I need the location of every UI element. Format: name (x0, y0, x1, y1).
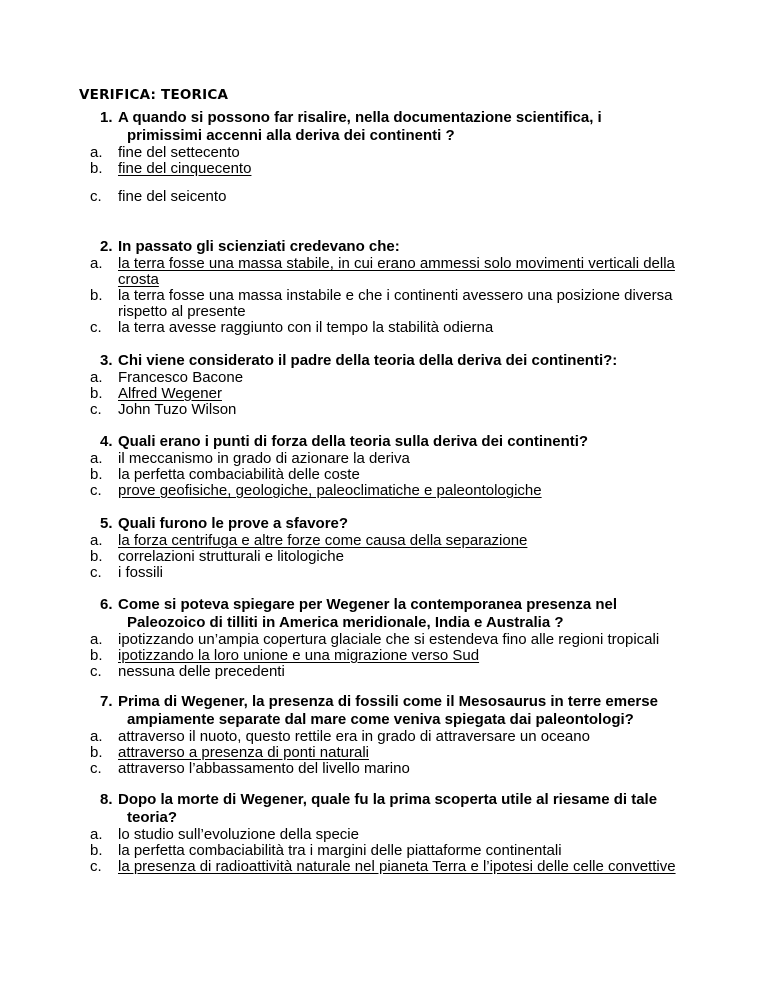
option-c (0, 483, 708, 499)
question-text-line: In passato gli scienziati credevano che: (118, 238, 400, 255)
option-letter: a. (90, 728, 103, 745)
question-text-line: Prima di Wegener, la presenza di fossili come il Mesosaurus in terre emerse (118, 693, 658, 710)
question-text-line: ampiamente separate dal mare come veniva spiegata dai paleontologi? (127, 711, 634, 728)
option-text: Francesco Bacone (118, 369, 244, 386)
option-b (0, 549, 708, 565)
option-text: la forza centrifuga e altre forze come causa della separazione (118, 532, 528, 549)
option-letter: c. (90, 760, 102, 777)
option-letter: c. (90, 858, 102, 875)
option-letter: c. (90, 564, 102, 581)
option-text: ipotizzando la loro unione e una migrazione verso Sud (118, 647, 480, 664)
option-text: correlazioni strutturali e litologiche (118, 548, 344, 565)
option-text: la perfetta combaciabilità delle coste (118, 466, 360, 483)
option-c (0, 664, 708, 680)
question-6 (0, 596, 768, 680)
question-number: 3. (100, 352, 113, 369)
question-number: 2. (100, 238, 113, 255)
option-a (0, 256, 708, 288)
option-letter: a. (90, 631, 103, 648)
question-text-line: Dopo la morte di Wegener, quale fu la prima scoperta utile al riesame di tale (118, 791, 658, 808)
document-heading: VERIFICA: TEORICA (79, 87, 229, 103)
option-text: la terra avesse raggiunto con il tempo la stabilità odierna (118, 319, 494, 336)
question-text-line: Quali furono le prove a sfavore? (118, 515, 349, 532)
option-text: la presenza di radioattività naturale nel pianeta Terra e l’ipotesi delle celle convettive (118, 858, 676, 875)
question-text-line: Quali erano i punti di forza della teoria sulla deriva dei continenti? (118, 433, 589, 450)
option-b (0, 161, 708, 177)
option-text-continued: crosta (118, 271, 159, 288)
question-text (0, 515, 678, 533)
question-number: 8. (100, 791, 113, 808)
question-text (0, 109, 678, 145)
question-text (0, 693, 678, 729)
option-letter: a. (90, 369, 103, 386)
option-text: i fossili (118, 564, 164, 581)
option-letter: c. (90, 663, 102, 680)
option-a (0, 451, 708, 467)
option-text: John Tuzo Wilson (118, 401, 237, 418)
option-letter: a. (90, 450, 103, 467)
option-letter: b. (90, 287, 103, 304)
option-a (0, 145, 708, 161)
option-letter: c. (90, 188, 102, 205)
option-letter: b. (90, 466, 103, 483)
option-a (0, 729, 708, 745)
option-text: fine del seicento (118, 188, 227, 205)
option-c (0, 402, 708, 418)
option-text: Alfred Wegener (118, 385, 222, 402)
option-c (0, 859, 708, 875)
question-text-line: Chi viene considerato il padre della teoria della deriva dei continenti?: (118, 352, 618, 369)
option-letter: a. (90, 532, 103, 549)
question-3 (0, 352, 768, 418)
option-text-continued: rispetto al presente (118, 303, 246, 320)
question-5 (0, 515, 768, 581)
question-text-line: A quando si possono far risalire, nella documentazione scientifica, i (118, 109, 602, 126)
option-c (0, 320, 708, 336)
option-text: attraverso l’abbassamento del livello marino (118, 760, 410, 777)
option-a (0, 370, 708, 386)
option-letter: c. (90, 482, 102, 499)
option-text: la terra fosse una massa stabile, in cui erano ammessi solo movimenti verticali della (118, 255, 675, 272)
option-b (0, 386, 708, 402)
option-text: fine del cinquecento (118, 160, 252, 177)
option-letter: b. (90, 548, 103, 565)
option-a (0, 827, 708, 843)
option-text: la terra fosse una massa instabile e che i continenti avessero una posizione diversa (118, 287, 673, 304)
option-b (0, 288, 708, 320)
question-1 (0, 109, 768, 205)
question-number: 6. (100, 596, 113, 613)
question-text (0, 433, 678, 451)
option-letter: c. (90, 319, 102, 336)
option-text: attraverso il nuoto, questo rettile era in grado di attraversare un oceano (118, 728, 590, 745)
option-text: il meccanismo in grado di azionare la deriva (118, 450, 410, 467)
option-text: lo studio sull’evoluzione della specie (118, 826, 359, 843)
option-c (0, 565, 708, 581)
question-text (0, 352, 678, 370)
option-a (0, 632, 708, 648)
option-c (0, 761, 708, 777)
option-letter: b. (90, 842, 103, 859)
option-text: attraverso a presenza di ponti naturali (118, 744, 369, 761)
option-text: prove geofisiche, geologiche, paleoclimatiche e paleontologiche (118, 482, 542, 499)
option-c (0, 189, 708, 205)
option-b (0, 745, 708, 761)
question-8 (0, 791, 768, 875)
question-number: 5. (100, 515, 113, 532)
option-b (0, 843, 708, 859)
option-letter: b. (90, 744, 103, 761)
option-b (0, 467, 708, 483)
option-text: ipotizzando un’ampia copertura glaciale che si estendeva fino alle regioni tropicali (118, 631, 660, 648)
question-text (0, 596, 678, 632)
option-b (0, 648, 708, 664)
option-letter: b. (90, 647, 103, 664)
option-letter: b. (90, 160, 103, 177)
question-4 (0, 433, 768, 499)
question-number: 7. (100, 693, 113, 710)
question-text (0, 791, 678, 827)
question-7 (0, 693, 768, 777)
question-text (0, 238, 678, 256)
option-a (0, 533, 708, 549)
option-text: fine del settecento (118, 144, 240, 161)
option-letter: a. (90, 255, 103, 272)
option-letter: c. (90, 401, 102, 418)
question-number: 4. (100, 433, 113, 450)
option-letter: a. (90, 144, 103, 161)
option-letter: a. (90, 826, 103, 843)
question-text-line: Come si poteva spiegare per Wegener la contemporanea presenza nel (118, 596, 618, 613)
question-number: 1. (100, 109, 113, 126)
question-text-line: Paleozoico di tilliti in America meridionale, India e Australia ? (127, 614, 564, 631)
option-text: la perfetta combaciabilità tra i margini delle piattaforme continentali (118, 842, 562, 859)
option-letter: b. (90, 385, 103, 402)
question-2 (0, 238, 768, 336)
option-text: nessuna delle precedenti (118, 663, 285, 680)
question-text-line: primissimi accenni alla deriva dei continenti ? (127, 127, 455, 144)
question-text-line: teoria? (127, 809, 178, 826)
